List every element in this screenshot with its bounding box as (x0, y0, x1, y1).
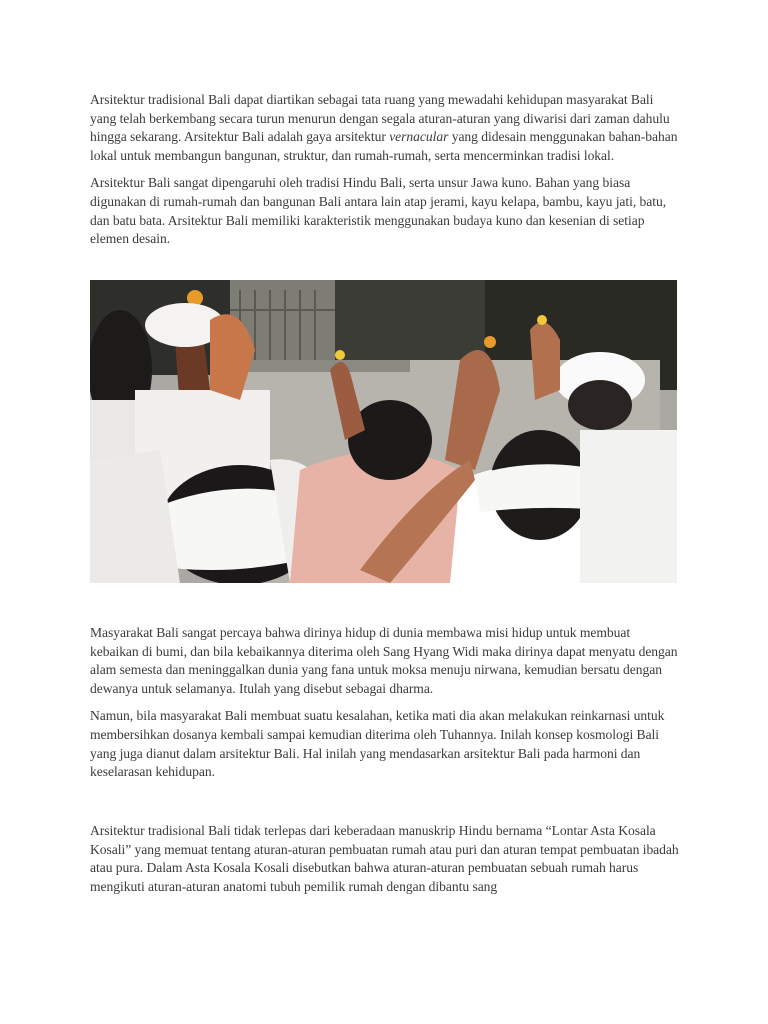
vernacular-term: vernacular (389, 129, 449, 145)
cosmology-section (90, 624, 680, 791)
paragraph-1 (90, 91, 680, 165)
praying-people-photo (90, 280, 677, 583)
paragraph-1-text-b: yang didesain menggunakan bahan-bahan lokal untuk membangun bangunan, struktur, dan rumah-rumah, serta mencerminkan tradisi lokal. (90, 129, 678, 163)
intro-section (90, 91, 680, 258)
paragraph-4: Namun, bila masyarakat Bali membuat suatu kesalahan, ketika mati dia akan melakukan reinkarnasi untuk membersihkan dosanya kembali sampai kemudian diterima oleh Tuhannya. Inilah konsep kosmologi Bali yang juga dianut dalam arsitektur Bali. Hal inilah yang mendasarkan arsitektur Bali pada harmoni dan keselarasan kehidupan. (90, 708, 665, 780)
paragraph-2: Arsitektur Bali sangat dipengaruhi oleh tradisi Hindu Bali, serta unsur Jawa kuno. Bahan yang biasa digunakan di rumah-rumah dan bangunan Bali antara lain atap jerami, kayu kelapa, bambu, kayu jati, batu, dan batu bata. Arsitektur Bali memiliki karakteristik menggunakan budaya kuno dan kesenian di setiap elemen desain. (90, 175, 667, 247)
paragraph-1-text-a: Arsitektur tradisional Bali dapat diartikan sebagai tata ruang yang mewadahi kehidupan masyarakat Bali yang telah berkembang secara turun menurun dengan segala aturan-aturan yang diwarisi dari zaman dahulu hingga sekarang. Arsitektur Bali adalah gaya arsitektur (90, 92, 670, 145)
paragraph-3: Masyarakat Bali sangat percaya bahwa dirinya hidup di dunia membawa misi hidup untuk membuat kebaikan di bumi, dan bila kebaikannya diterima oleh Sang Hyang Widi maka dirinya dapat menyatu dengan alam semesta dan meninggalkan dunia yang fana untuk moksa menuju nirwana, kemudian bersatu dengan dewanya untuk selamanya. Itulah yang disebut sebagai dharma. (90, 625, 678, 696)
lontar-section (90, 822, 680, 905)
paragraph-5: Arsitektur tradisional Bali tidak terlepas dari keberadaan manuskrip Hindu bernama “Lontar Asta Kosala Kosali” yang memuat tentang aturan-aturan pembuatan rumah atau puri dan aturan tempat pembuatan ibadah atau pura. Dalam Asta Kosala Kosali disebutkan bahwa aturan-aturan pembuatan sebuah rumah harus mengikuti aturan-aturan anatomi tubuh pemilik rumah dengan dibantu sang (90, 823, 679, 894)
